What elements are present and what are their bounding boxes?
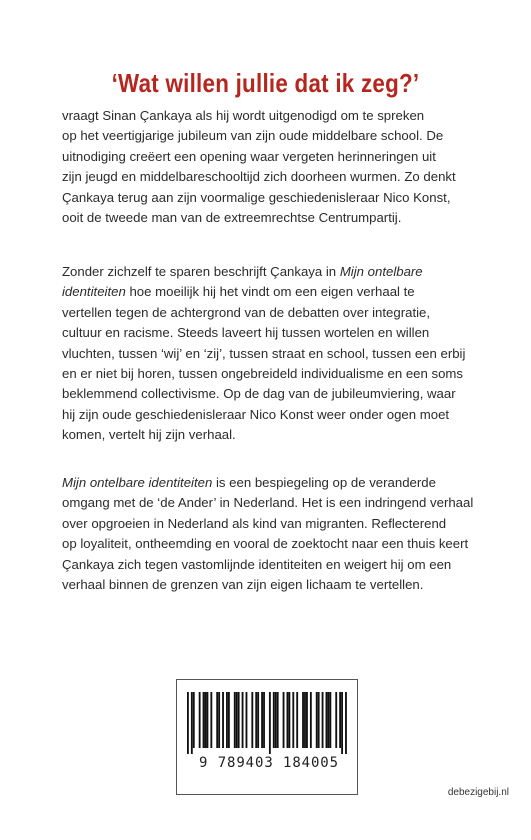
text-line: hij zijn oude geschiedenisleraar Nico Konst weer onder ogen moet [62,406,450,422]
summary-paragraph [62,473,473,595]
text-fragment: is een bespiegeling op de veranderde [212,475,436,490]
barcode-bar [296,692,298,748]
barcode-bar [242,692,244,748]
text-line: vertellen tegen de achtergrond van de debatten over integratie, [62,304,431,320]
text-line: beklemmend collectivisme. Op de dag van de jubileumviering, waar [62,386,456,402]
barcode-bar [318,692,320,748]
book-title-italic: Mijn ontelbare [339,264,423,279]
barcode-bar [203,692,205,748]
text-line: vraagt Sinan Çankaya als hij wordt uitgenodigd om te spreken [62,108,425,123]
barcode-bar [246,692,248,748]
text-line: uitnodiging creëert een opening waar vergeten herinneringen uit [62,148,436,164]
barcode-bar [193,692,195,748]
book-quote-title: ‘Wat willen jullie dat ik zeg?’ [111,68,420,98]
text-line: op loyaliteit, ontheemding en vooral de zoektocht naar een thuis keert [62,536,469,552]
text-line [62,262,473,282]
barcode-bar [238,692,240,748]
text-line: op het veertigjarige jubileum van zijn oude middelbare school. De [62,128,444,144]
book-title-italic: Mijn ontelbare identiteiten [62,475,213,490]
text-line: ooit de tweede man van de extreemrechtse Centrumpartij. [62,210,402,226]
barcode-bar [277,692,279,748]
text-line: en er niet bij horen, tussen ongebreideld individualisme en een soms [62,366,464,382]
barcode-bar [263,692,265,748]
barcode-bar [210,692,212,748]
text-line: zijn jeugd en middelbareschooltijd zich doorheen wurmen. Zo denkt [62,169,456,185]
barcode-bar [255,692,257,748]
barcode-bar [216,692,218,748]
book-title-italic: identiteiten [62,284,126,300]
text-line: Çankaya zich tegen vastomlijnde identiteiten en weigert hij om een [62,556,452,572]
barcode-bar [275,692,277,748]
text-line [62,473,473,493]
barcode-bar [287,692,289,748]
barcode-bar [251,692,253,748]
barcode-bar [205,692,207,748]
barcode-bar [327,692,329,748]
text-line: cultuur en racisme. Steeds laveert hij tussen wortelen en willen [62,325,430,341]
barcode-bar [345,692,347,754]
text-line: verhaal binnen de grenzen van zijn eigen lichaam te vertellen. [62,577,424,593]
isbn-number: 9 789403 184005 [199,755,339,771]
text-line: omgang met de ‘de Ander’ in Nederland. Het is een indringend verhaal [62,495,474,511]
publisher-website: debezigebij.nl [447,787,509,798]
barcode-bar [218,692,220,748]
barcode-bar [302,692,304,748]
barcode-bar [269,692,271,754]
intro-paragraph [62,106,473,228]
barcode-panel [176,679,358,795]
text-line: over opgroeien in Nederland als kind van migranten. Reflecterend [62,515,447,531]
text-line: komen, vertelt hij zijn verhaal. [62,427,236,443]
barcode-bar [261,692,263,748]
barcode-bar [187,692,189,754]
barcode-bar [226,692,228,748]
barcode-bar [288,692,290,748]
barcode-bar [257,692,259,748]
text-line [62,282,473,302]
barcode-bar [191,692,193,754]
barcode-bar [228,692,230,748]
text-line: Çankaya terug aan zijn voormalige geschiedenisleraar Nico Konst, [62,189,451,205]
barcode-bar [310,692,312,748]
barcode-bar [292,692,294,748]
barcode-bar [329,692,331,748]
barcode-bar [273,692,275,748]
barcode-bar [207,692,209,748]
text-fragment: Zonder zichzelf te sparen beschrijft Çankaya in [62,264,340,279]
barcode-image [187,692,347,754]
barcode-bar [341,692,343,754]
barcode-bar [322,692,324,748]
barcode-bar [316,692,318,748]
barcode-bar [304,692,306,748]
text-line: vluchten, tussen ‘wij’ en ‘zij’, tussen straat en school, tussen een erbij [62,345,466,361]
barcode-bar [306,692,308,748]
barcode-bar [339,692,341,748]
barcode-bar [335,692,337,748]
barcode-bar [326,692,328,748]
text-fragment: hoe moeilijk hij het vindt om een eigen verhaal te [125,284,415,300]
barcode-bar [222,692,224,748]
barcode-bar [236,692,238,748]
barcode-bar [234,692,236,748]
description-paragraph [62,262,473,446]
barcode-bar [283,692,285,748]
barcode-bar [199,692,201,748]
